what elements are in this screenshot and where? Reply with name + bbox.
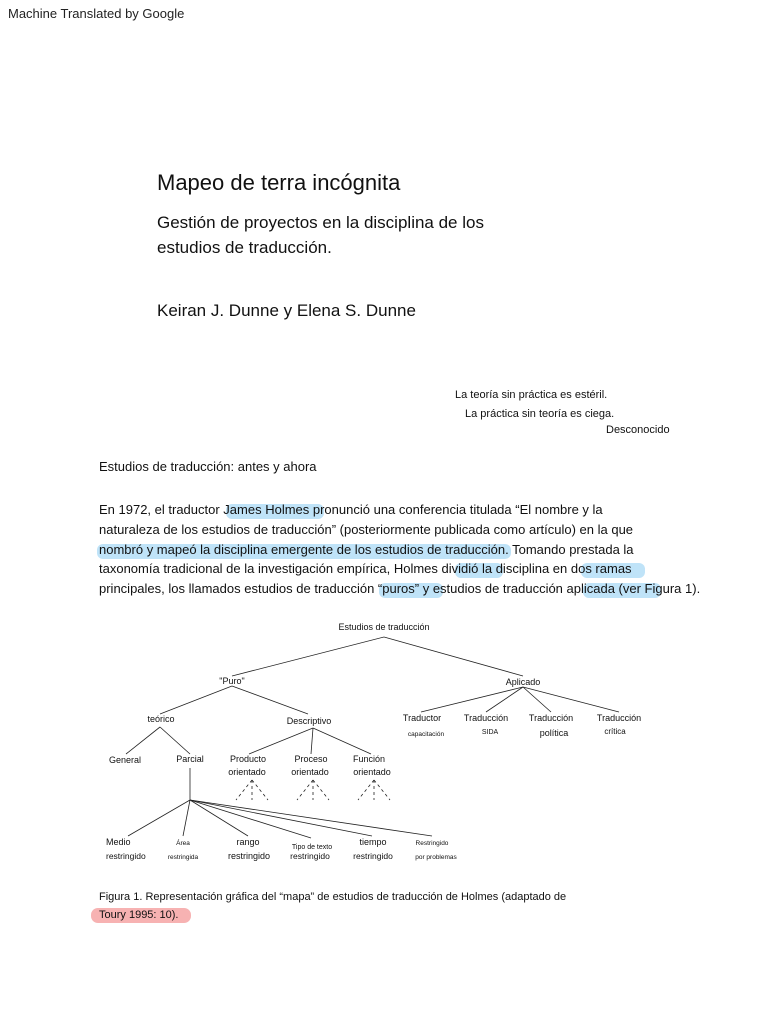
node-sida-l2: SIDA [481, 729, 499, 736]
paragraph-line-4: taxonomía tradicional de la investigación empírica, Holmes dividió la disciplina en dos ramas [99, 561, 632, 576]
node-proceso-l2: orientado [291, 767, 329, 777]
node-sida-l1: Traducción [463, 713, 509, 723]
node-medio-l2: restringido [106, 851, 146, 861]
watermark-label: Machine Translated by Google [8, 6, 185, 21]
document-title: Mapeo de terra incógnita [157, 170, 401, 195]
diagram-dashed-fans [236, 780, 390, 800]
paragraph-line-1: En 1972, el traductor James Holmes pronunció una conferencia titulada “El nombre y la [99, 502, 603, 517]
node-general: General [108, 755, 142, 765]
node-tiempo-l2: restringido [353, 851, 393, 861]
node-politica-l1: Traducción [528, 713, 574, 723]
node-producto-l1: Producto [229, 754, 267, 764]
node-tiempo-l1: tiempo [359, 837, 387, 847]
node-producto-l2: orientado [228, 767, 266, 777]
node-descriptivo: Descriptivo [286, 716, 332, 726]
node-parcial: Parcial [176, 754, 204, 764]
node-area-l1: Área [176, 840, 190, 847]
node-puro: "Puro" [219, 676, 245, 686]
subtitle-line-2: estudios de traducción. [157, 238, 332, 257]
node-aplicado: Aplicado [505, 677, 541, 687]
node-medio-l1: Medio [106, 837, 131, 847]
authors: Keiran J. Dunne y Elena S. Dunne [157, 301, 416, 320]
paragraph-line-3: nombró y mapeó la disciplina emergente de los estudios de traducción. Tomando prestada la [99, 542, 634, 557]
figure-caption-line-1: Figura 1. Representación gráfica del “mapa” de estudios de traducción de Holmes (adaptado de [99, 891, 567, 903]
node-traductor-l2: capacitación [407, 731, 445, 738]
figure-caption-line-2: Toury 1995: 10). [99, 909, 179, 921]
node-proceso-l1: Proceso [294, 754, 328, 764]
node-tipo-texto-l1: Tipo de texto [291, 844, 333, 851]
node-tipo-texto-l2: restringido [290, 851, 330, 861]
node-funcion-l2: orientado [353, 767, 391, 777]
node-problemas-l1: Restringido [415, 840, 449, 847]
paragraph-line-2: naturaleza de los estudios de traducción” (posteriormente publicada como artículo) en la que [99, 522, 634, 537]
node-rango-l2: restringido [227, 851, 271, 861]
node-critica-l2: crítica [604, 727, 626, 736]
node-rango-l1: rango [236, 837, 260, 847]
node-root: Estudios de traducción [338, 622, 430, 632]
node-funcion-l1: Función [352, 754, 386, 764]
epigraph-line-1: La teoría sin práctica es estéril. [455, 389, 608, 401]
node-area-l2: restringida [167, 854, 199, 861]
node-critica-l1: Traducción [596, 713, 642, 723]
epigraph-line-2: La práctica sin teoría es ciega. [465, 408, 615, 420]
subtitle-line-1: Gestión de proyectos en la disciplina de los [157, 213, 484, 232]
paragraph-line-5: principales, los llamados estudios de traducción “puros” y estudios de traducción aplicada (ver Figura 1). [99, 581, 701, 596]
section-heading: Estudios de traducción: antes y ahora [99, 459, 317, 474]
node-problemas-l2: por problemas [415, 854, 457, 861]
epigraph-attribution: Desconocido [606, 424, 670, 436]
node-traductor-l1: Traductor [402, 713, 442, 723]
node-teorico: teórico [147, 714, 175, 724]
node-politica-l2: política [539, 728, 569, 738]
